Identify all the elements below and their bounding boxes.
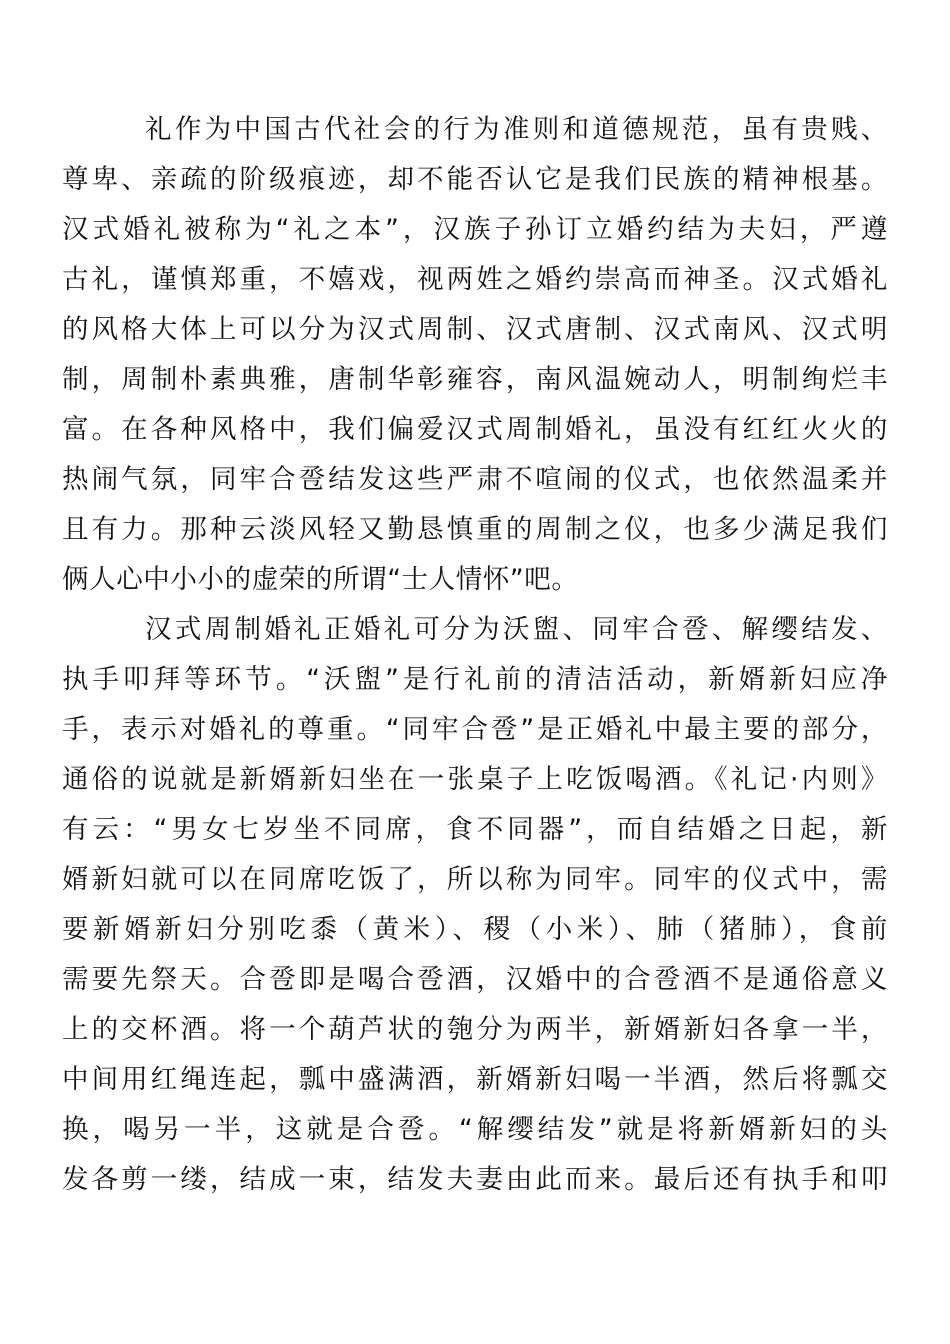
paragraph-2-line-9: 上的交杯酒。将一个葫芦状的匏分为两半，新婿新妇各拿一半， xyxy=(62,1014,888,1045)
paragraph-1-line-3: 汉式婚礼被称为“礼之本”，汉族子孙订立婚约结为夫妇，严遵 xyxy=(62,214,888,245)
paragraph-1-line-7: 富。在各种风格中，我们偏爱汉式周制婚礼，虽没有红红火火的 xyxy=(62,414,888,445)
paragraph-2-line-6: 婿新妇就可以在同席吃饭了，所以称为同牢。同牢的仪式中，需 xyxy=(62,864,888,895)
paragraph-2-line-7: 要新婿新妇分别吃黍（黄米）、稷（小米）、肺（猪肺），食前 xyxy=(62,914,888,945)
paragraph-1-line-2: 尊卑、亲疏的阶级痕迹，却不能否认它是我们民族的精神根基。 xyxy=(62,164,888,195)
paragraph-2-line-5: 有云：“男女七岁坐不同席，食不同器”，而自结婚之日起，新 xyxy=(62,814,888,845)
paragraph-2-line-8: 需要先祭天。合卺即是喝合卺酒，汉婚中的合卺酒不是通俗意义 xyxy=(62,964,888,995)
paragraph-2-line-2: 执手叩拜等环节。“沃盥”是行礼前的清洁活动，新婿新妇应净 xyxy=(62,664,888,695)
paragraph-1-line-4: 古礼，谨慎郑重，不嬉戏，视两姓之婚约崇高而神圣。汉式婚礼 xyxy=(62,264,888,295)
paragraph-1-line-5: 的风格大体上可以分为汉式周制、汉式唐制、汉式南风、汉式明 xyxy=(62,314,888,345)
paragraph-2-line-1: 汉式周制婚礼正婚礼可分为沃盥、同牢合卺、解缨结发、 xyxy=(145,614,888,645)
paragraph-1-line-1: 礼作为中国古代社会的行为准则和道德规范，虽有贵贱、 xyxy=(145,114,888,145)
paragraph-2-line-4: 通俗的说就是新婿新妇坐在一张桌子上吃饭喝酒。《礼记·内则》 xyxy=(62,764,888,795)
paragraph-1-line-10: 俩人心中小小的虚荣的所谓“士人情怀”吧。 xyxy=(62,564,579,595)
paragraph-2-line-10: 中间用红绳连起，瓢中盛满酒，新婿新妇喝一半酒，然后将瓢交 xyxy=(62,1064,888,1095)
paragraph-2-line-3: 手，表示对婚礼的尊重。“同牢合卺”是正婚礼中最主要的部分， xyxy=(62,714,888,745)
paragraph-2-line-12: 发各剪一缕，结成一束，结发夫妻由此而来。最后还有执手和叩 xyxy=(62,1164,888,1195)
paragraph-1-line-8: 热闹气氛，同牢合卺结发这些严肃不喧闹的仪式，也依然温柔并 xyxy=(62,464,888,495)
paragraph-2-line-11: 换，喝另一半，这就是合卺。“解缨结发”就是将新婿新妇的头 xyxy=(62,1114,888,1145)
paragraph-1-line-6: 制，周制朴素典雅，唐制华彰雍容，南风温婉动人，明制绚烂丰 xyxy=(62,364,888,395)
paragraph-1-line-9: 且有力。那种云淡风轻又勤恳慎重的周制之仪，也多少满足我们 xyxy=(62,514,888,545)
